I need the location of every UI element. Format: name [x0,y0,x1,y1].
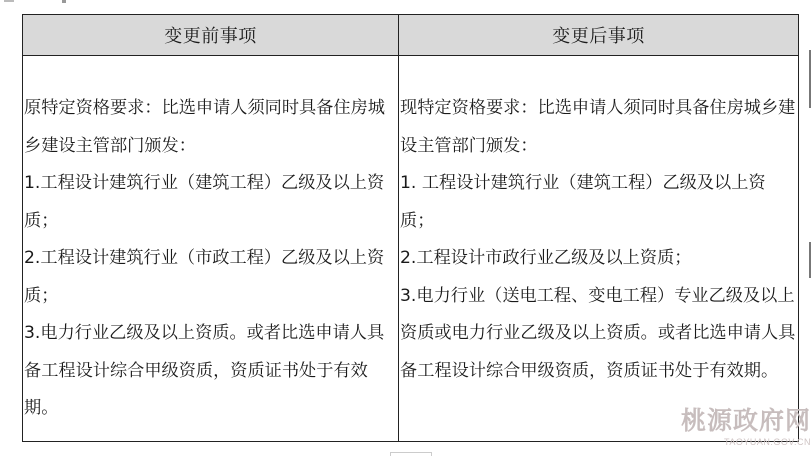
cell-before-change [23,56,399,442]
cell-after-change [399,56,799,442]
header-before-change: 变更前事项 [23,15,399,56]
table-header-row [23,15,799,56]
bottom-edge-artifact [390,452,432,456]
site-watermark [661,406,811,454]
before-change-text: 原特定资格要求：比选申请人须同时具备住房城乡建设主管部门颁发： 1.工程设计建筑行业（建筑工程）乙级及以上资质； 2.工程设计建筑行业（市政工程）乙级及以上资质； 3.电力行业乙级及以上资质。或者比选申请人具备工程设计综合甲级资质，资质证书处于有效期。 [24,98,385,418]
after-change-text: 现特定资格要求：比选申请人须同时具备住房城乡建设主管部门颁发： 1. 工程设计建筑行业（建筑工程）乙级及以上资质； 2.工程设计市政行业乙级及以上资质； 3.电力行业（送电工程、变电工程）专业乙级及以上资质或电力行业乙级及以上资质。或者比选申请人具备工程设计综合甲级资质，资质证书处于有效期。 [400,98,796,381]
top-edge-artifact [0,0,70,6]
artifact-mark [4,0,14,2]
artifact-mark [62,0,66,3]
watermark-url: TAOYUAN.GOV.CN [723,437,811,447]
change-comparison-table [22,14,799,442]
watermark-title: 桃源政府网 [680,406,811,435]
header-after-change: 变更后事项 [399,15,799,56]
table-row [23,56,799,442]
